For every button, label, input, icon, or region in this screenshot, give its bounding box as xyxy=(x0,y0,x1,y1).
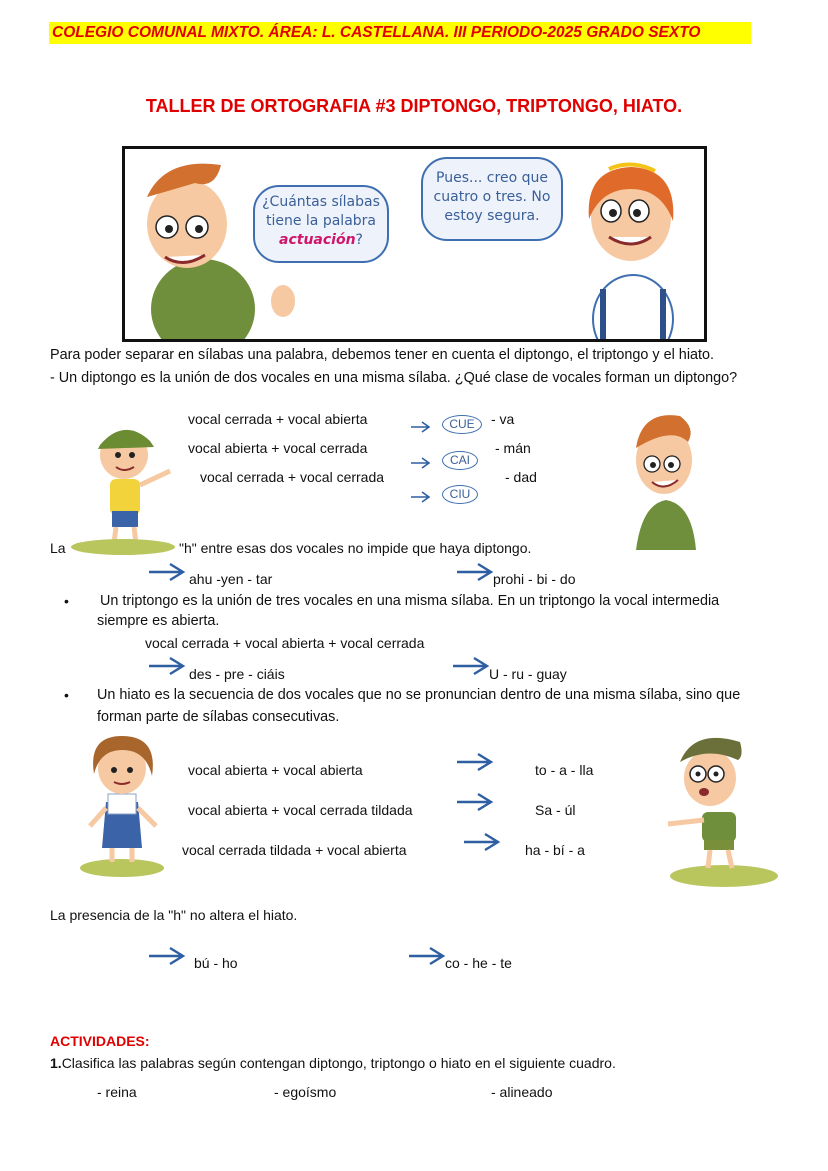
triptongo-line-1: Un triptongo es la unión de tres vocales en una misma sílaba. En un triptongo la vocal intermedia xyxy=(100,593,720,609)
boy-redhair-illustration-icon xyxy=(622,408,706,550)
diptongo-rule-1: vocal cerrada + vocal abierta xyxy=(188,411,368,427)
bubble-left-line1: ¿Cuántas sílabas xyxy=(262,194,380,210)
grass-patch-icon xyxy=(70,538,176,556)
arrow-right-icon xyxy=(408,946,446,966)
girl-illustration-icon xyxy=(80,730,166,878)
hiato-h-example-1: bú - ho xyxy=(194,955,238,971)
hiato-example-2: Sa - úl xyxy=(535,802,576,818)
bubble-left-line2: tiene la palabra xyxy=(265,213,376,229)
hiato-line-2: forman parte de sílabas consecutivas. xyxy=(97,709,340,725)
diptongo-h-note-start: La xyxy=(50,540,66,556)
activity-word-3: - alineado xyxy=(491,1084,553,1100)
activity-instruction-text: Clasifica las palabras según contengan diptongo, triptongo o hiato en el siguiente cuadro. xyxy=(61,1055,616,1071)
hiato-rule-1: vocal abierta + vocal abierta xyxy=(188,762,363,778)
triptongo-example-2: U - ru - guay xyxy=(489,666,567,682)
triptongo-rule: vocal cerrada + vocal abierta + vocal cerrada xyxy=(145,635,425,651)
vowel-tag-ciu: CIU xyxy=(442,485,478,504)
bullet-dot: • xyxy=(64,593,69,609)
hiato-example-1: to - a - lla xyxy=(535,762,594,778)
triptongo-line-2: siempre es abierta. xyxy=(97,613,220,629)
bullet-dot: • xyxy=(64,687,69,703)
boy-cap-illustration-icon xyxy=(84,415,180,555)
intro-line-1: Para poder separar en sílabas una palabra, debemos tener en cuenta el diptongo, el triptongo y el hiato. xyxy=(50,347,715,363)
arrow-right-icon xyxy=(463,832,501,852)
diptongo-example-2: - mán xyxy=(495,440,531,456)
speech-bubble-left xyxy=(253,185,389,263)
arrow-right-icon xyxy=(410,420,432,434)
bubble-right-line2: cuatro o tres. No xyxy=(433,189,551,205)
comic-illustration xyxy=(122,146,707,342)
diptongo-h-example-2: prohi - bi - do xyxy=(493,571,576,587)
arrow-right-icon xyxy=(148,562,186,582)
arrow-right-icon xyxy=(456,792,494,812)
speech-bubble-right xyxy=(421,157,563,241)
intro-line-2: - Un diptongo es la unión de dos vocales en una misma sílaba. ¿Qué clase de vocales forman un diptongo? xyxy=(50,370,738,386)
page-title: TALLER DE ORTOGRAFIA #3 DIPTONGO, TRIPTONGO, HIATO. xyxy=(145,96,683,116)
hiato-h-note: La presencia de la "h" no altera el hiato. xyxy=(50,907,298,923)
activity-word-2: - egoísmo xyxy=(274,1084,337,1100)
diptongo-h-note-end: "h" entre esas dos vocales no impide que haya diptongo. xyxy=(179,540,532,556)
bubble-right-line1: Pues... creo que xyxy=(436,170,548,186)
arrow-right-icon xyxy=(456,562,494,582)
arrow-right-icon xyxy=(148,656,186,676)
activity-1-instruction xyxy=(50,1055,616,1071)
arrow-right-icon xyxy=(452,656,490,676)
arrow-right-icon xyxy=(456,752,494,772)
diptongo-rule-2: vocal abierta + vocal cerrada xyxy=(188,440,368,456)
diptongo-h-example-1: ahu -yen - tar xyxy=(189,571,273,587)
diptongo-rule-3: vocal cerrada + vocal cerrada xyxy=(200,469,385,485)
activity-word-1: - reina xyxy=(97,1084,137,1100)
diptongo-example-3: - dad xyxy=(505,469,537,485)
header-text: COLEGIO COMUNAL MIXTO. ÁREA: L. CASTELLANA. III PERIODO-2025 GRADO SEXTO xyxy=(52,24,701,41)
vowel-tag-cue: CUE xyxy=(442,415,482,434)
activities-heading: ACTIVIDADES: xyxy=(50,1033,150,1049)
hiato-h-example-2: co - he - te xyxy=(445,955,512,971)
diptongo-example-1: - va xyxy=(491,411,515,427)
hiato-example-3: ha - bí - a xyxy=(525,842,585,858)
bubble-right-line3: estoy segura. xyxy=(444,208,540,224)
bubble-left-question-mark: ? xyxy=(355,232,363,248)
arrow-right-icon xyxy=(410,456,432,470)
arrow-right-icon xyxy=(410,490,432,504)
vowel-tag-cai: CAI xyxy=(442,451,478,470)
hiato-line-1: Un hiato es la secuencia de dos vocales que no se pronuncian dentro de una misma sílaba, sino que xyxy=(97,687,741,703)
bubble-left-highlight-word: actuación xyxy=(279,232,356,248)
activity-number: 1. xyxy=(50,1055,62,1071)
triptongo-example-1: des - pre - ciáis xyxy=(189,666,285,682)
arrow-right-icon xyxy=(148,946,186,966)
boy-glasses-illustration-icon xyxy=(658,728,778,888)
hiato-rule-2: vocal abierta + vocal cerrada tildada xyxy=(188,802,413,818)
hiato-rule-3: vocal cerrada tildada + vocal abierta xyxy=(182,842,407,858)
comic-characters-icon xyxy=(125,149,707,342)
